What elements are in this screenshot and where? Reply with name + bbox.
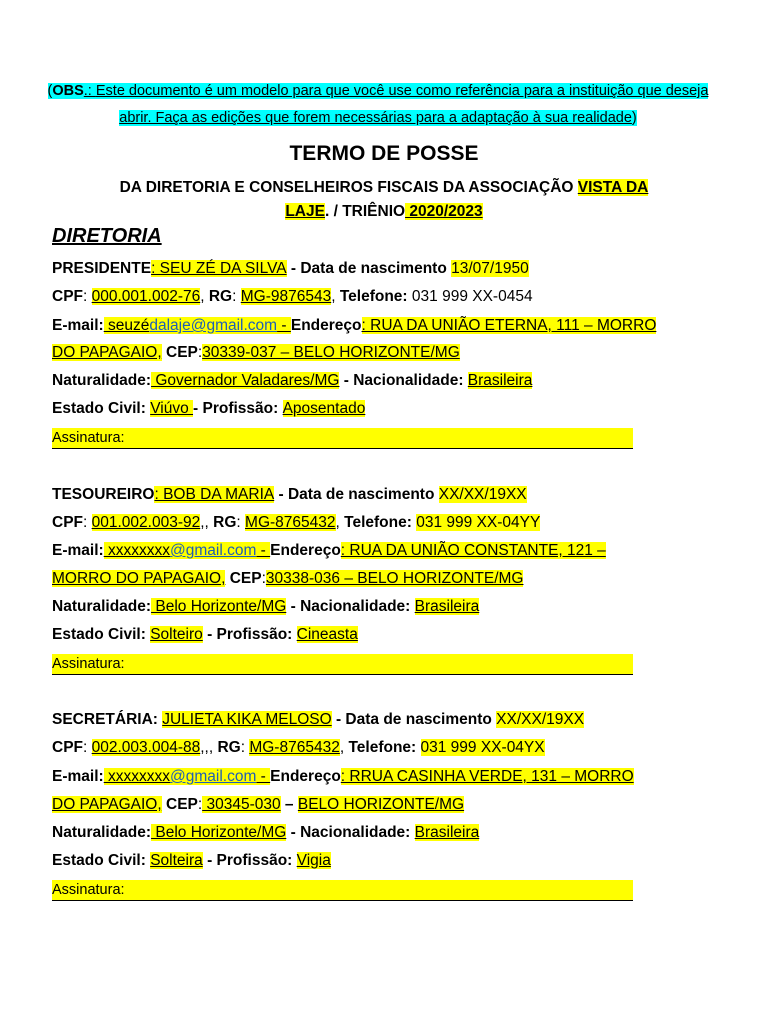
address-line-2: DO PAPAGAIO,	[52, 344, 162, 361]
page-title: TERMO DE POSSE	[289, 142, 479, 165]
address-line-1: : RUA DA UNIÃO ETERNA, 111 – MORRO	[361, 317, 657, 334]
member-1-address-line: DO PAPAGAIO, CEP:30339-037 – BELO HORIZONTE/MG	[52, 344, 460, 361]
address-line-2: DO PAPAGAIO,	[52, 796, 162, 813]
subtitle-line-1	[0, 177, 768, 199]
subtitle-mid: . / TRIÊNIO	[324, 203, 406, 220]
member-1-signature-field[interactable]	[52, 428, 633, 449]
estado-civil-label: Estado Civil:	[52, 852, 146, 869]
association-name-1: VISTA DA	[577, 179, 649, 196]
estado-civil-value: Solteira	[150, 852, 203, 869]
profissao-label: - Profissão:	[202, 626, 297, 643]
email-user: seuzé	[103, 317, 150, 334]
association-name-2: LAJE	[285, 203, 325, 220]
member-2-role-line	[52, 485, 527, 505]
member-role: PRESIDENTE	[52, 260, 152, 277]
member-3-nat-line	[52, 823, 479, 843]
email-link[interactable]: @gmail.com	[170, 542, 257, 559]
cpf-value: 002.003.004-88	[91, 739, 201, 756]
email-label: E-mail:	[52, 768, 104, 785]
obs-suffix: )	[631, 110, 637, 126]
obs-prefix: (	[47, 83, 53, 99]
profissao-value: Vigia	[296, 852, 331, 869]
birth-date: XX/XX/19XX	[438, 486, 527, 503]
member-3-civil-line	[52, 851, 331, 871]
naturalidade-label: Naturalidade:	[52, 824, 152, 841]
member-name: : SEU ZÉ DA SILVA	[151, 260, 287, 277]
rg-separator: ,,	[200, 514, 214, 531]
email-user: xxxxxxxx	[103, 542, 170, 559]
obs-note-line-1	[40, 78, 716, 105]
member-2-nat-line	[52, 597, 479, 617]
naturalidade-label: Naturalidade:	[52, 372, 152, 389]
nacionalidade-label: - Nacionalidade:	[286, 824, 415, 841]
member-role: TESOUREIRO	[52, 486, 155, 503]
cep-city: BELO HORIZONTE/MG	[297, 796, 465, 813]
signature-label: Assinatura:	[52, 656, 125, 672]
email-tail: -	[256, 542, 271, 559]
email-tail: -	[277, 317, 291, 334]
nacionalidade-value: Brasileira	[467, 372, 533, 389]
signature-label: Assinatura:	[52, 430, 125, 446]
cpf-label: CPF	[52, 739, 83, 756]
phone-label: Telefone:	[344, 514, 412, 531]
email-link[interactable]: dalaje@gmail.com	[149, 317, 278, 334]
profissao-value: Aposentado	[282, 400, 366, 417]
birth-date: XX/XX/19XX	[496, 711, 585, 728]
estado-civil-label: Estado Civil:	[52, 400, 146, 417]
member-2-signature-field[interactable]	[52, 654, 633, 675]
obs-text-1: Este documento é um modelo para que você use como referência para a instituição que deseja	[95, 83, 709, 99]
email-label: E-mail:	[52, 317, 104, 334]
estado-civil-label: Estado Civil:	[52, 626, 146, 643]
address-line-1: : RRUA CASINHA VERDE, 131 – MORRO	[340, 768, 634, 785]
obs-colon: .:	[83, 83, 96, 99]
birth-date: 13/07/1950	[451, 260, 529, 277]
member-2-civil-line	[52, 625, 358, 645]
birth-label: - Data de nascimento	[274, 486, 439, 503]
cep-value: 30345-030	[202, 796, 281, 813]
nacionalidade-label: - Nacionalidade:	[286, 598, 415, 615]
member-name: JULIETA KIKA MELOSO	[162, 711, 332, 728]
member-3-address-line: DO PAPAGAIO, CEP: 30345-030 – BELO HORIZONTE/MG	[52, 796, 465, 813]
rg-label: RG	[213, 514, 237, 531]
address-label: Endereço	[290, 317, 362, 334]
member-1-role-line	[52, 259, 529, 279]
rg-label: RG	[217, 739, 241, 756]
naturalidade-value: Governador Valadares/MG	[151, 372, 340, 389]
rg-separator: ,,,	[200, 739, 218, 756]
obs-label: OBS	[52, 83, 84, 99]
member-2-email-line	[52, 541, 606, 561]
obs-note-line-2	[40, 105, 716, 132]
obs-text-2: abrir. Faça as edições que forem necessárias para a adaptação à sua realidade	[119, 110, 632, 126]
estado-civil-value: Viúvo	[150, 400, 194, 417]
estado-civil-value: Solteiro	[150, 626, 203, 643]
address-label: Endereço	[270, 542, 341, 559]
cpf-label: CPF	[52, 514, 83, 531]
member-2-address-line: MORRO DO PAPAGAIO, CEP:30338-036 – BELO HORIZONTE/MG	[52, 570, 524, 587]
naturalidade-value: Belo Horizonte/MG	[151, 824, 287, 841]
email-link[interactable]: @gmail.com	[170, 768, 257, 785]
rg-label: RG	[208, 288, 233, 305]
naturalidade-value: Belo Horizonte/MG	[151, 598, 287, 615]
profissao-label: - Profissão:	[202, 852, 297, 869]
address-line-2: MORRO DO PAPAGAIO,	[52, 570, 226, 587]
cep-value: 30338-036 – BELO HORIZONTE/MG	[265, 570, 524, 587]
member-3-signature-field[interactable]	[52, 880, 633, 901]
cep-label: CEP	[166, 796, 198, 813]
member-name: : BOB DA MARIA	[154, 486, 275, 503]
member-1-cpf-line: CPF: 000.001.002-76, RG: MG-9876543, Telefone: 031 999 XX-0454	[52, 288, 533, 305]
address-line-1: : RUA DA UNIÃO CONSTANTE, 121 –	[340, 542, 606, 559]
phone-value: 031 999 XX-04YY	[416, 514, 541, 531]
rg-separator: ,	[200, 288, 209, 305]
member-2-cpf-line: CPF: 001.002.003-92,, RG: MG-8765432, Telefone: 031 999 XX-04YY	[52, 514, 541, 531]
nacionalidade-label: - Nacionalidade:	[339, 372, 468, 389]
cep-value: 30339-037 – BELO HORIZONTE/MG	[202, 344, 460, 361]
member-3-role-line	[52, 710, 584, 730]
phone-value: 031 999 XX-0454	[411, 288, 533, 305]
member-3-cpf-line: CPF: 002.003.004-88,,, RG: MG-8765432, Telefone: 031 999 XX-04YX	[52, 739, 545, 756]
birth-label: - Data de nascimento	[331, 711, 497, 728]
birth-label: - Data de nascimento	[286, 260, 452, 277]
email-user: xxxxxxxx	[103, 768, 170, 785]
address-label: Endereço	[270, 768, 341, 785]
phone-label: Telefone:	[348, 739, 417, 756]
subtitle-pre: DA DIRETORIA E CONSELHEIROS FISCAIS DA ASSOCIAÇÃO	[119, 179, 578, 196]
member-1-nat-line	[52, 371, 532, 391]
member-1-email-line	[52, 316, 656, 336]
email-label: E-mail:	[52, 542, 104, 559]
profissao-value: Cineasta	[296, 626, 358, 643]
rg-value: MG-8765432	[245, 514, 336, 531]
rg-value: MG-8765432	[249, 739, 340, 756]
nacionalidade-value: Brasileira	[414, 824, 480, 841]
phone-value: 031 999 XX-04YX	[420, 739, 545, 756]
member-1-civil-line	[52, 399, 365, 419]
rg-value: MG-9876543	[240, 288, 332, 305]
signature-label: Assinatura:	[52, 882, 125, 898]
cpf-label: CPF	[52, 288, 83, 305]
phone-label: Telefone:	[339, 288, 408, 305]
cpf-value: 000.001.002-76	[91, 288, 201, 305]
cpf-value: 001.002.003-92	[91, 514, 201, 531]
member-role: SECRETÁRIA:	[52, 711, 158, 728]
nacionalidade-value: Brasileira	[414, 598, 480, 615]
member-3-email-line	[52, 767, 634, 787]
term-period: 2020/2023	[405, 203, 483, 220]
cep-label: CEP	[229, 570, 262, 587]
email-tail: -	[256, 768, 271, 785]
cep-label: CEP	[166, 344, 198, 361]
profissao-label: - Profissão:	[193, 400, 283, 417]
naturalidade-label: Naturalidade:	[52, 598, 152, 615]
section-title: DIRETORIA	[52, 225, 162, 247]
subtitle-line-2	[0, 201, 768, 223]
